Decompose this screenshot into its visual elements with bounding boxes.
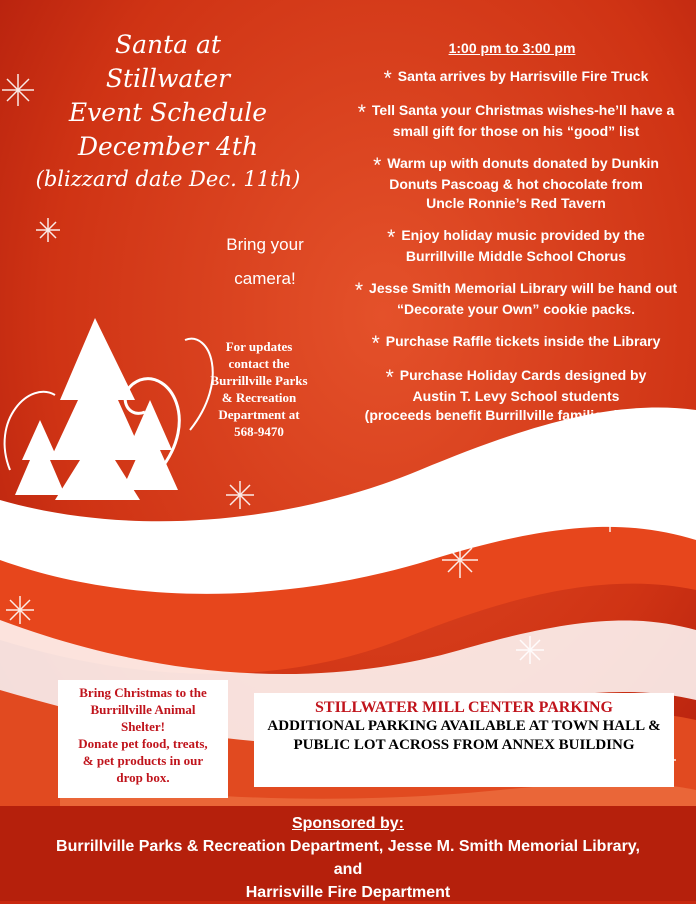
updates-phone: 568-9470 [234, 424, 284, 439]
schedule-item: * Purchase Holiday Cards designed by Austin T. Levy School students (proceeds benefit Burrillville families in need) [364, 366, 668, 423]
schedule-item: * Enjoy holiday music provided by the Burrillville Middle School Chorus [387, 226, 645, 264]
shelter-line: drop box. [116, 770, 170, 785]
title-line: Santa at [115, 30, 221, 59]
camera-line: camera! [234, 269, 296, 288]
event-title [18, 28, 318, 194]
schedule-item: * Santa arrives by Harrisville Fire Truck [383, 67, 649, 90]
sponsor-line: and [333, 861, 363, 878]
parking-details: ADDITIONAL PARKING AVAILABLE AT TOWN HALL & PUBLIC LOT ACROSS FROM ANNEX BUILDING [267, 718, 661, 753]
schedule-item: * Jesse Smith Memorial Library will be hand out “Decorate your Own” cookie packs. [354, 279, 678, 317]
sponsored-by-label: Sponsored by: [291, 815, 404, 832]
shelter-line: Shelter! [120, 719, 166, 734]
updates-line: & Recreation [221, 390, 297, 405]
updates-line: For updates [225, 339, 293, 354]
title-line: Event Schedule [68, 98, 268, 127]
asterisk-icon: * [373, 154, 382, 177]
title-line: Stillwater [105, 64, 231, 93]
animal-shelter-box [58, 680, 228, 798]
schedule-item: * Purchase Raffle tickets inside the Library [371, 332, 661, 355]
parking-info-box [254, 693, 674, 787]
title-blizzard-date: (blizzard date Dec. 11th) [35, 167, 301, 191]
shelter-line: Burrillville Animal [90, 702, 196, 717]
asterisk-icon: * [385, 366, 394, 389]
shelter-line: Bring Christmas to the [79, 685, 207, 700]
sponsors-footer [0, 806, 696, 901]
asterisk-icon: * [371, 332, 380, 355]
updates-line: Department at [218, 407, 300, 422]
schedule-time: 1:00 pm to 3:00 pm [448, 40, 576, 56]
asterisk-icon: * [357, 101, 366, 124]
camera-line: Bring your [226, 235, 304, 254]
sponsor-line: Burrillville Parks & Recreation Department, Jesse M. Smith Memorial Library, [56, 838, 640, 855]
title-date: December 4th [77, 132, 259, 161]
asterisk-icon: * [354, 279, 364, 302]
parking-heading: STILLWATER MILL CENTER PARKING [315, 699, 613, 716]
event-schedule [336, 40, 696, 438]
updates-line: contact the [228, 356, 290, 371]
asterisk-icon: * [387, 226, 396, 249]
updates-line: Burrillville Parks [210, 373, 308, 388]
schedule-item: * Warm up with donuts donated by Dunkin Donuts Pascoag & hot chocolate from Uncle Ronnie’s Red Tavern [373, 154, 659, 211]
updates-contact [196, 338, 322, 440]
sponsor-line: Harrisville Fire Department [245, 884, 451, 901]
shelter-line: & pet products in our [82, 753, 204, 768]
shelter-line: Donate pet food, treats, [78, 736, 208, 751]
asterisk-icon: * [383, 67, 392, 90]
schedule-item: * Tell Santa your Christmas wishes-he’ll have a small gift for those on his “good” list [357, 101, 675, 139]
bring-camera-note [200, 228, 330, 296]
